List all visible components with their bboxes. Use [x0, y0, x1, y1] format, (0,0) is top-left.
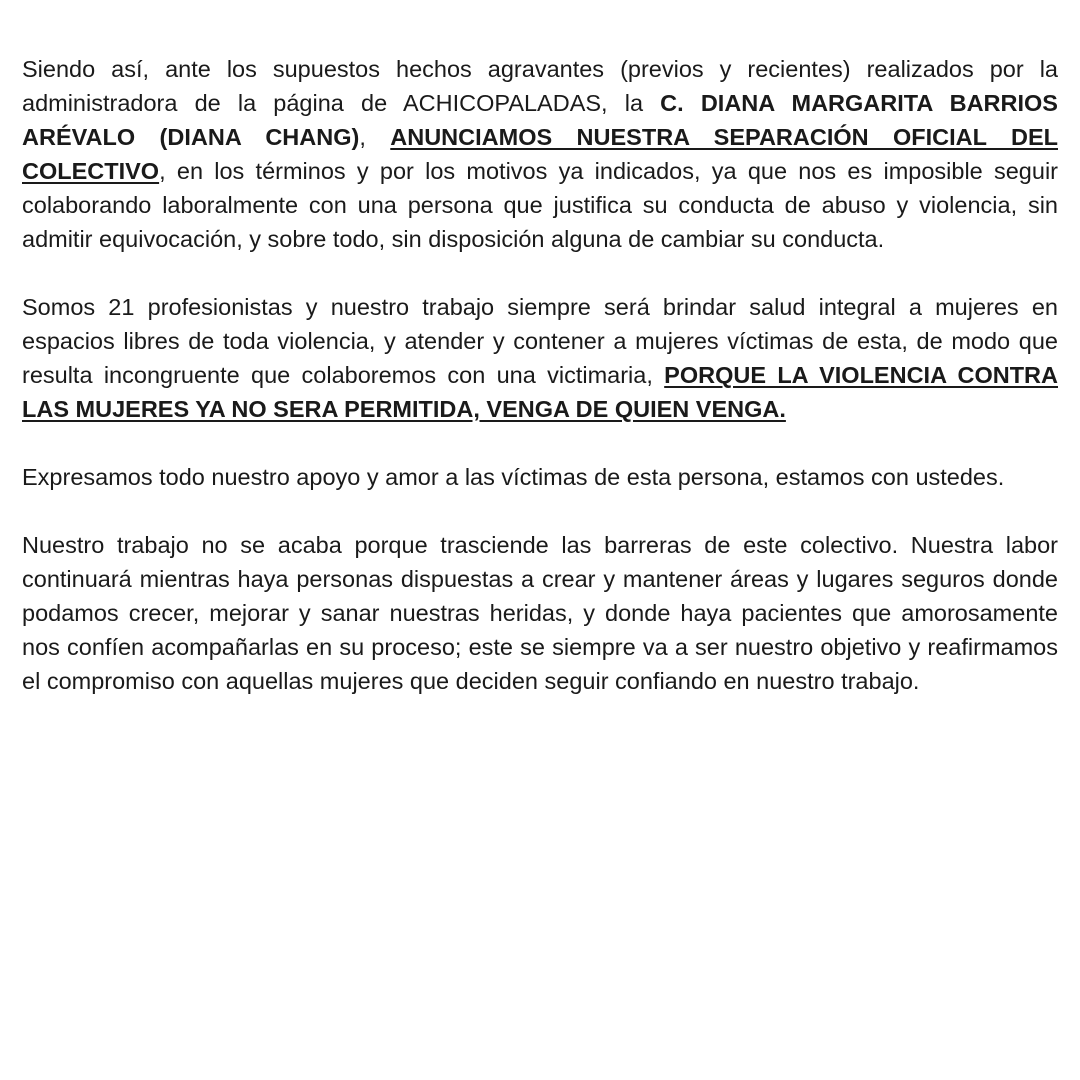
paragraph-commitment — [22, 528, 1058, 698]
paragraph-separation-announcement — [22, 52, 1058, 256]
paragraph-2-body: Somos 21 profesionistas y nuestro trabajo siempre será brindar salud integral a mujeres en espacios libres de toda violencia, y atender y contener a mujeres víctimas de esta, de modo que resulta incongruente que colaboremos con una victimaria, — [22, 294, 1058, 388]
paragraph-1-intro: Siendo así, ante los supuestos hechos agravantes (previos y recientes) realizados por la administradora de la página de ACHICOPALADAS, la — [22, 56, 1058, 116]
paragraph-support — [22, 460, 1058, 494]
paragraph-3-body: Expresamos todo nuestro apoyo y amor a las víctimas de esta persona, estamos con ustedes. — [22, 464, 1005, 490]
paragraph-professionals — [22, 290, 1058, 426]
violence-statement: PORQUE LA VIOLENCIA CONTRA LAS MUJERES YA NO SERA PERMITIDA, VENGA DE QUIEN VENGA. — [22, 362, 1058, 422]
statement-document — [22, 52, 1058, 732]
named-person: C. DIANA MARGARITA BARRIOS ARÉVALO (DIANA CHANG) — [22, 90, 1058, 150]
separation-announcement: ANUNCIAMOS NUESTRA SEPARACIÓN OFICIAL DEL COLECTIVO — [22, 124, 1058, 184]
paragraph-4-body: Nuestro trabajo no se acaba porque trasciende las barreras de este colectivo. Nuestra labor continuará mientras haya personas dispuestas a crear y mantener áreas y lugares seguros donde podamos crecer, mejorar y sanar nuestras heridas, y donde haya pacientes que amorosamente nos confíen acompañarlas en su proceso; este se siempre va a ser nuestro objetivo y reafirmamos el compromiso con aquellas mujeres que deciden seguir confiando en nuestro trabajo. — [22, 532, 1058, 694]
paragraph-1-reasons: , en los términos y por los motivos ya indicados, ya que nos es imposible seguir colaborando laboralmente con una persona que justifica su conducta de abuso y violencia, sin admitir equivocación, y sobre todo, sin disposición alguna de cambiar su conducta. — [22, 158, 1058, 252]
paragraph-1-comma: , — [359, 124, 391, 150]
